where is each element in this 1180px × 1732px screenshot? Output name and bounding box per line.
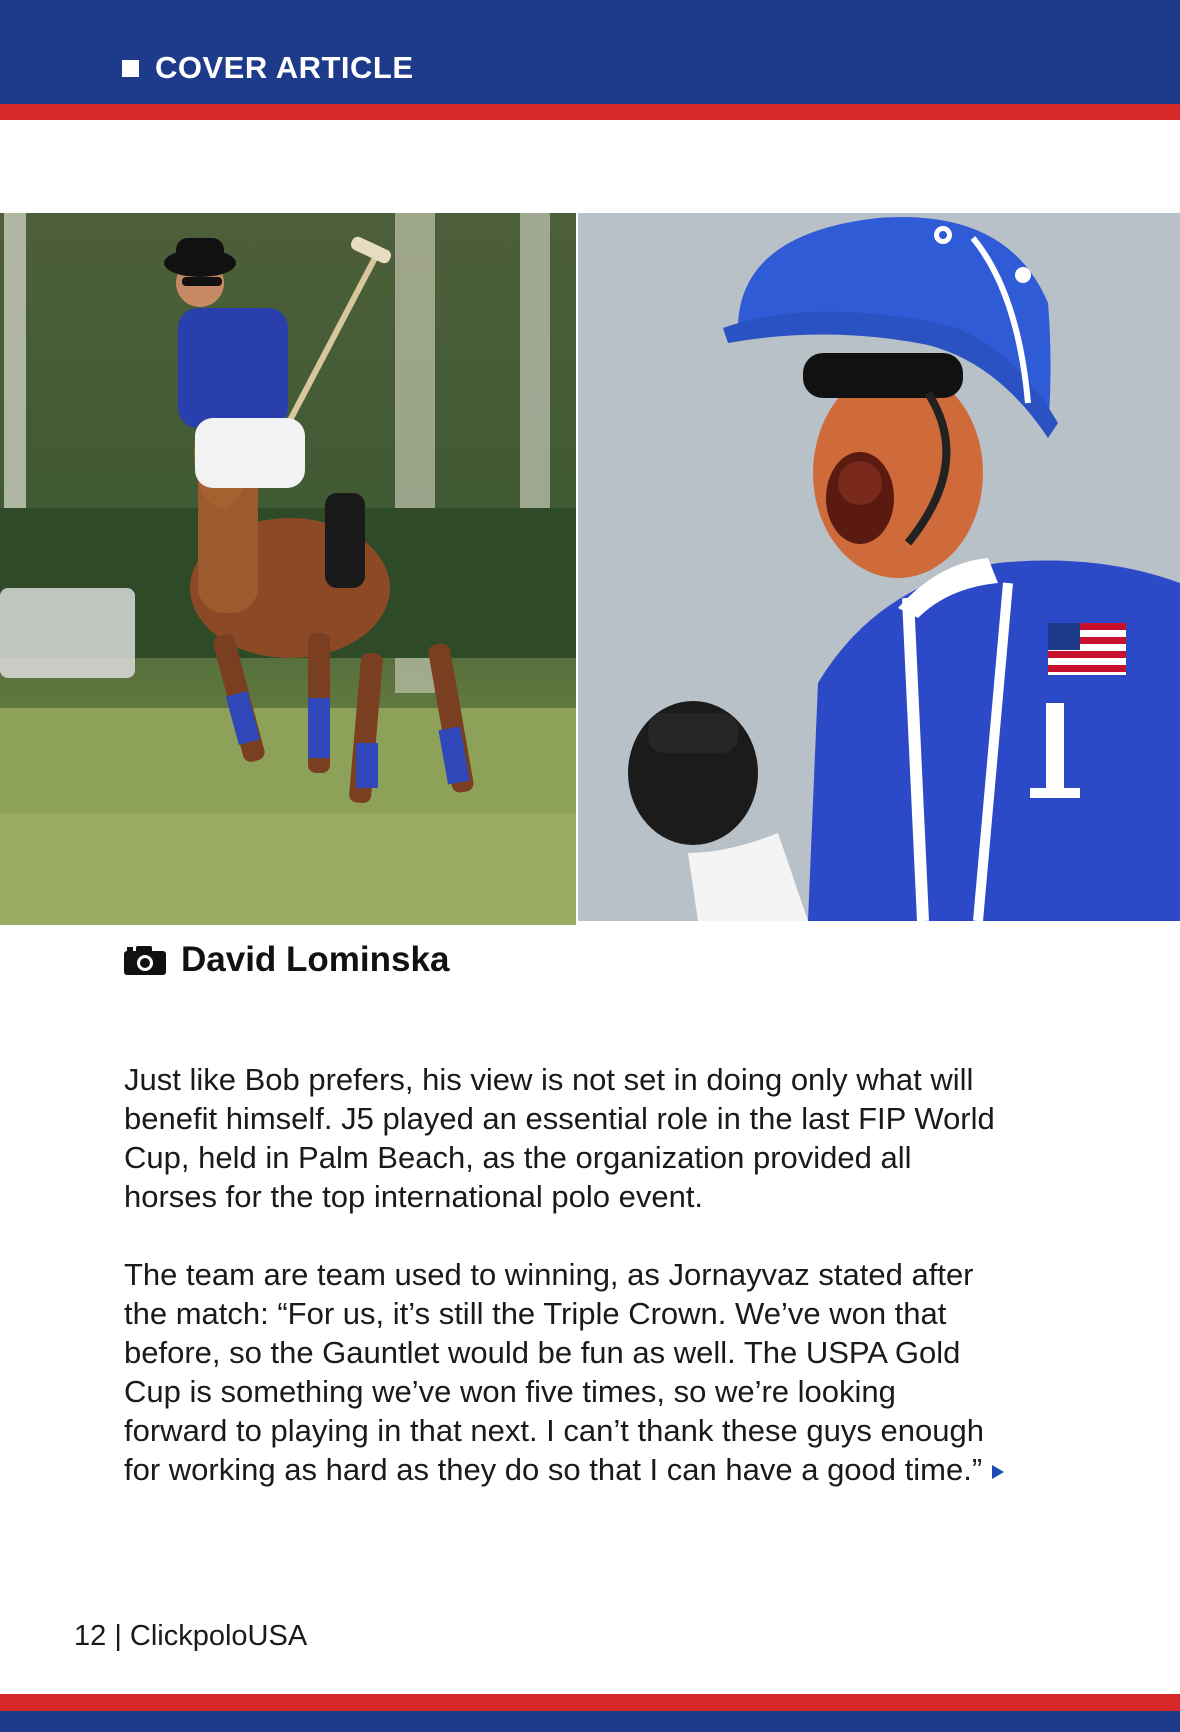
header-stripe: [0, 104, 1180, 120]
paragraph-line: before, so the Gauntlet would be fun as well. The USPA Gold: [124, 1335, 961, 1370]
page-footer-label: 12 | ClickpoloUSA: [74, 1620, 308, 1652]
article-paragraph-1: [124, 1060, 1084, 1216]
footer-bar: [0, 1711, 1180, 1732]
paragraph-line-last: [124, 1450, 1084, 1489]
paragraph-line: horses for the top international polo event.: [124, 1179, 704, 1214]
paragraph-line: benefit himself. J5 played an essential role in the last FIP World: [124, 1101, 995, 1136]
square-bullet-icon: [122, 60, 139, 77]
photo-polo-player-on-horse: [0, 213, 576, 925]
paragraph-line: The team are team used to winning, as Jornayvaz stated after: [124, 1257, 974, 1292]
paragraph-line-text: for working as hard as they do so that I can have a good time.”: [124, 1452, 983, 1487]
footer-stripe: [0, 1694, 1180, 1711]
paragraph-line: Cup is something we’ve won five times, so we’re looking: [124, 1374, 896, 1409]
article-paragraph-2: [124, 1255, 1084, 1489]
paragraph-line: Cup, held in Palm Beach, as the organization provided all: [124, 1140, 912, 1175]
triangle-right-icon: [992, 1465, 1004, 1479]
camera-icon: [124, 945, 166, 975]
paragraph-line: the match: “For us, it’s still the Triple Crown. We’ve won that: [124, 1296, 947, 1331]
photographer-name: David Lominska: [181, 940, 450, 979]
section-label-text: COVER ARTICLE: [155, 50, 414, 85]
photo-polo-player-celebrating: [578, 213, 1180, 921]
paragraph-line: Just like Bob prefers, his view is not set in doing only what will: [124, 1062, 974, 1097]
section-label: [122, 48, 414, 88]
photo-credit: [124, 938, 449, 982]
paragraph-line: forward to playing in that next. I can’t thank these guys enough: [124, 1413, 984, 1448]
